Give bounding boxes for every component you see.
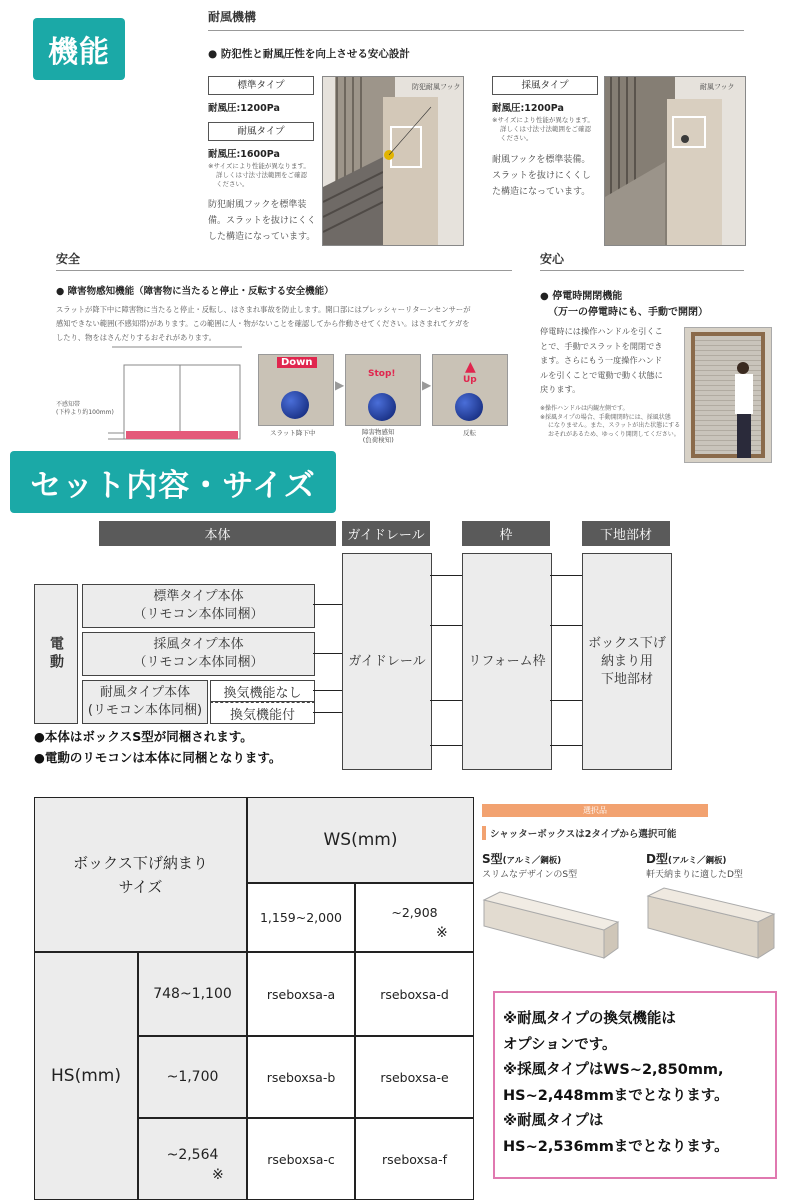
windproof-note: ※サイズにより性能が異なります。 詳しくは寸法寸法範囲をご確認 ください。	[208, 162, 310, 188]
arrow-right-icon: ▶	[335, 378, 345, 392]
wind-rule	[208, 30, 744, 31]
safety-desc: スラットが降下中に障害物に当たると停止・反転し、はさまれ事故を防止します。開口部にはプレッシャーリターンセンサーが 感知できない範囲(不感知帯)があります。この範囲に人・物がないことを確認してから作動させてください。はさまれてケガを したり、物をはさんだりするおそれがあります。	[56, 305, 471, 342]
safety-rule	[56, 270, 512, 271]
size-table	[34, 797, 474, 1200]
header-base: 下地部材	[582, 521, 670, 546]
notes-box	[493, 991, 777, 1179]
power-notes: ※操作ハンドルは内観左側です。 ※採風タイプの場合、手動開閉時には、採風状態 になりません。また、スラットが出た状態にする おそれがあるため、ゆっくり開閉してください。	[540, 405, 681, 438]
photo1-label: 防犯耐風フック	[412, 83, 461, 91]
safety-bullet: ● 障害物感知機能（障害物に当たると停止・反転する安全機能）	[56, 286, 334, 297]
windproof-type-label: 耐風タイプ	[208, 122, 314, 141]
ventilation-type-label: 採風タイプ	[492, 76, 598, 95]
windproof-desc: 防犯耐風フックを標準装 備。スラットを抜けにくく した構造になっています。	[208, 200, 316, 242]
ws-col-1: 1,159~2,000	[248, 884, 354, 951]
caption-stop: 障害物感知 (負荷検知)	[362, 428, 395, 444]
ws-col-2-mark: ※	[436, 925, 448, 941]
row-label-electric: 電動	[34, 584, 78, 724]
windproof-hook-photo	[322, 76, 464, 246]
option-no-ventilation: 換気機能なし	[210, 680, 315, 702]
connector	[313, 604, 342, 605]
connector	[430, 745, 462, 746]
windproof-hook-illustration	[323, 77, 463, 245]
ventilation-note: ※サイズにより性能が異なります。 詳しくは寸法寸法範囲をご確認 ください。	[492, 116, 594, 142]
hs-row-3: ~2,564	[139, 1119, 246, 1199]
step-up-image	[432, 354, 508, 426]
manual-operation-photo	[684, 327, 772, 463]
caption-down: スラット降下中	[270, 429, 316, 437]
header-body: 本体	[99, 521, 336, 546]
ventilation-pressure: 耐風圧:1200Pa	[492, 103, 564, 114]
ws-col-2: ~2,908	[356, 884, 473, 951]
select-banner: 選択品	[482, 804, 708, 817]
set-note-2: ●電動のリモコンは本体に同梱となります。	[34, 750, 282, 765]
hs-row-1: 748~1,100	[139, 953, 246, 1035]
base-cell: ボックス下げ 納まり用 下地部材	[582, 553, 672, 770]
window-sensor-diagram	[56, 345, 246, 445]
guide-rail-cell: ガイドレール	[342, 553, 432, 770]
wind-bullet: ● 防犯性と耐風圧性を向上させる安心設計	[208, 48, 410, 60]
item-windproof: 耐風タイプ本体 (リモコン本体同梱)	[82, 680, 208, 724]
cell-d: rseboxsa-d	[356, 953, 473, 1035]
connector	[550, 745, 582, 746]
ball-icon	[281, 391, 309, 419]
frame-cell: リフォーム枠	[462, 553, 552, 770]
standard-type-label: 標準タイプ	[208, 76, 314, 95]
cell-b: rseboxsa-b	[248, 1037, 354, 1117]
size-table-corner: ボックス下げ納まり サイズ	[35, 798, 246, 951]
cell-c: rseboxsa-c	[248, 1119, 354, 1199]
reassurance-rule	[540, 270, 744, 271]
hs-row-2: ~1,700	[139, 1037, 246, 1117]
ball-icon	[368, 393, 396, 421]
connector	[550, 625, 582, 626]
power-bullet2: （万一の停電時にも、手動で開閉）	[548, 307, 708, 318]
connector	[313, 653, 342, 654]
select-title: シャッターボックスは2タイプから選択可能	[482, 826, 676, 840]
item-ventilation: 採風タイプ本体 （リモコン本体同梱）	[82, 632, 315, 676]
item-standard: 標準タイプ本体 （リモコン本体同梱）	[82, 584, 315, 628]
windproof-pressure: 耐風圧:1600Pa	[208, 149, 280, 160]
standard-pressure: 耐風圧:1200Pa	[208, 103, 280, 114]
connector	[313, 690, 342, 691]
connector	[430, 575, 462, 576]
s-type-box-illustration	[482, 886, 622, 966]
arrow-right-icon: ▶	[422, 378, 432, 392]
connector	[550, 700, 582, 701]
hs-row-3-mark: ※	[212, 1167, 224, 1183]
connector	[430, 625, 462, 626]
step-stop-image	[345, 354, 421, 426]
hs-header: HS(mm)	[35, 953, 137, 1199]
step-down-label: Down	[277, 357, 317, 368]
power-desc: 停電時には操作ハンドルを引くこ とで、手動でスラットを開閉でき ます。さらにもう一度操作ハンド ルを引くことで電動で動く状態に 戻ります。	[540, 326, 663, 394]
wind-hook-photo	[604, 76, 746, 246]
notes-text: ※耐風タイプの換気機能は オプションです。 ※採風タイプはWS~2,850mm, HS~2,448mmまでとなります。 ※耐風タイプは HS~2,536mmまでとなります。	[503, 1011, 729, 1155]
d-type-box-illustration	[646, 886, 782, 966]
photo2-label: 耐風フック	[700, 83, 735, 91]
set-badge: セット内容・サイズ	[10, 451, 336, 513]
header-frame: 枠	[462, 521, 550, 546]
power-bullet: ● 停電時開閉機能	[540, 291, 623, 302]
reassurance-title: 安心	[540, 252, 565, 266]
ws-header: WS(mm)	[248, 798, 473, 882]
function-badge: 機能	[33, 18, 125, 80]
connector	[550, 575, 582, 576]
d-type-desc: 軒天納まりに適したD型	[646, 870, 743, 880]
connector	[430, 700, 462, 701]
caption-up: 反転	[463, 429, 476, 437]
wind-hook-illustration	[605, 77, 745, 245]
step-down-image	[258, 354, 334, 426]
connector	[313, 712, 342, 713]
arrow-up-icon: ▲	[465, 359, 476, 375]
cell-e: rseboxsa-e	[356, 1037, 473, 1117]
option-ventilation: 換気機能付	[210, 702, 315, 724]
ventilation-desc: 耐風フックを標準装備。 スラットを抜けにくくし た構造になっています。	[492, 155, 591, 197]
d-type-name: D型(アルミ／鋼板)	[646, 852, 727, 866]
header-guide-rail: ガイドレール	[342, 521, 430, 546]
safety-title: 安全	[56, 252, 81, 266]
ball-icon	[455, 393, 483, 421]
wind-title: 耐風機構	[208, 10, 257, 24]
step-up-label: Up	[463, 375, 477, 385]
cell-a: rseboxsa-a	[248, 953, 354, 1035]
set-note-1: ●本体はボックスS型が同梱されます。	[34, 729, 253, 744]
sensor-zone-label: 不感知帯 (下枠より約100mm)	[56, 401, 114, 416]
s-type-name: S型(アルミ／鋼板)	[482, 852, 562, 866]
s-type-desc: スリムなデザインのS型	[482, 870, 578, 880]
cell-f: rseboxsa-f	[356, 1119, 473, 1199]
step-stop-label: Stop!	[368, 369, 396, 379]
